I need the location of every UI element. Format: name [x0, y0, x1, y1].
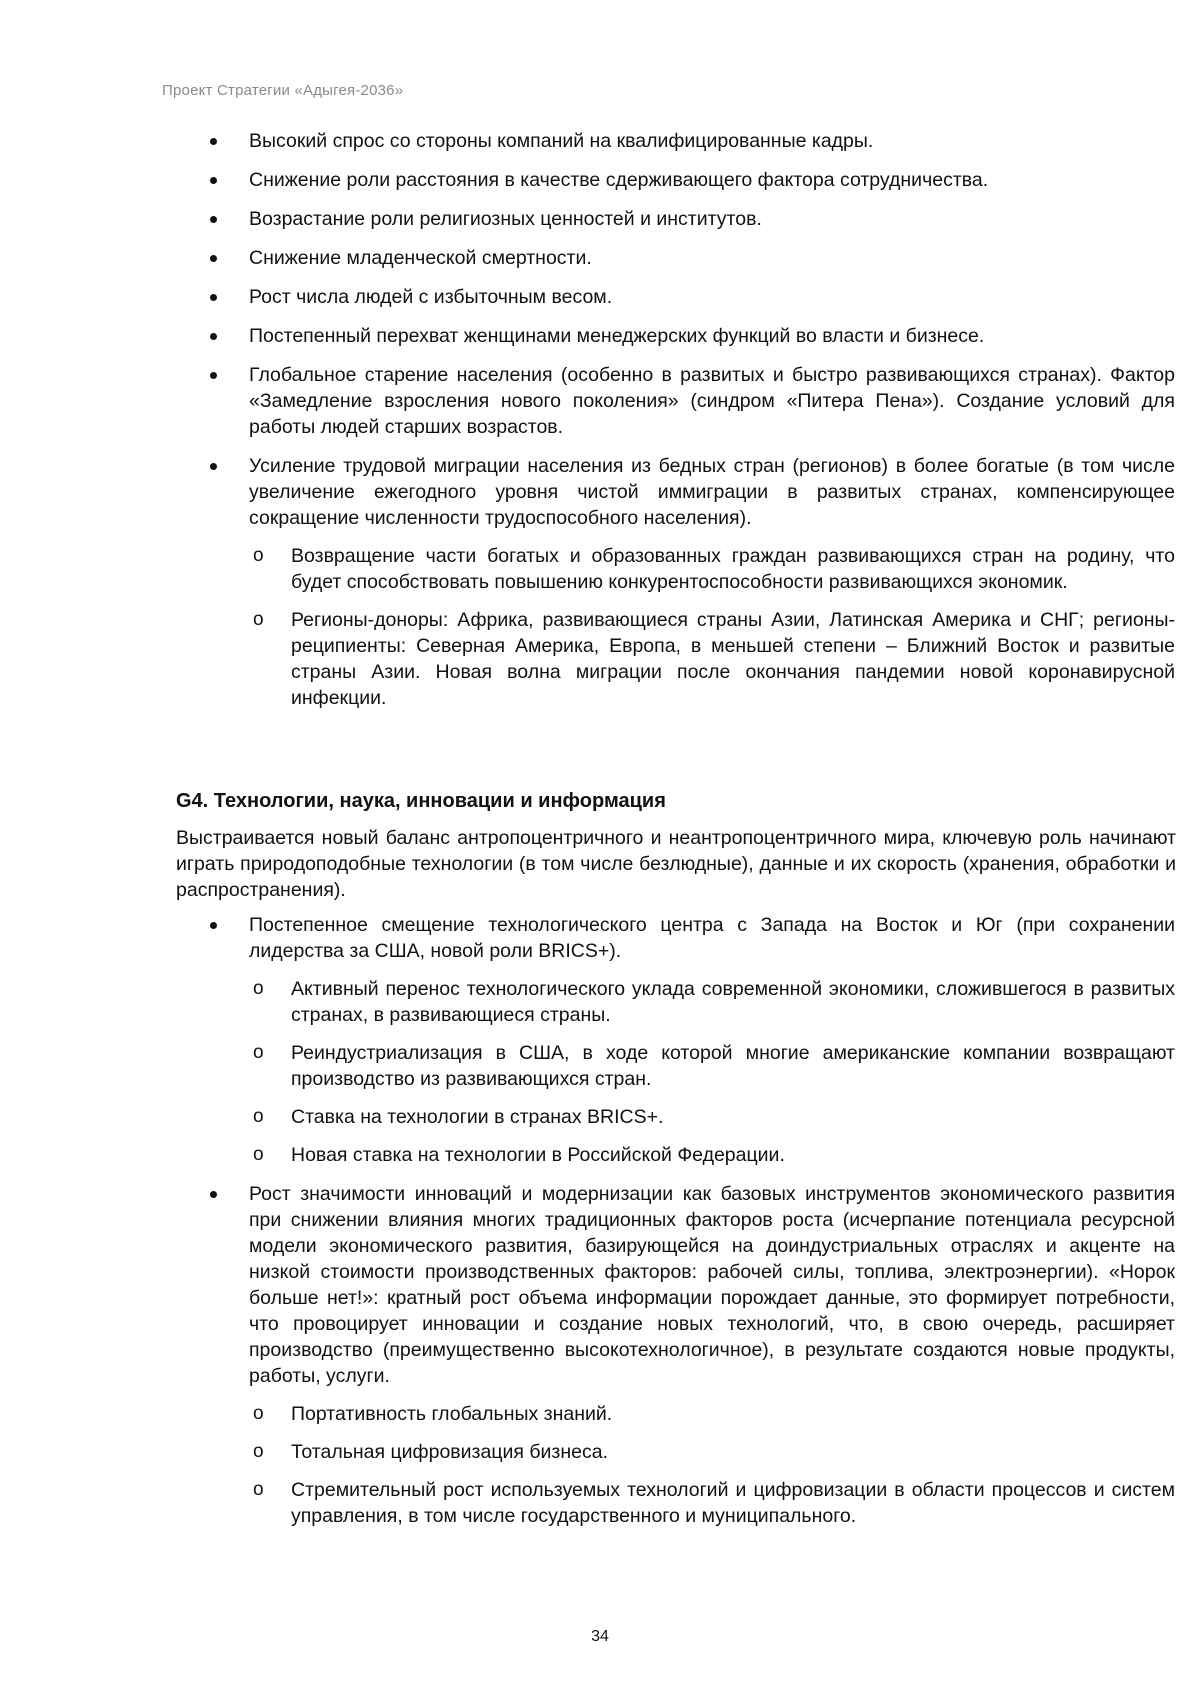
- section-intro-paragraph: Выстраивается новый баланс антропоцентричного и неантропоцентричного мира, ключевую роль начинают играть природоподобные технологии (в том числе безлюдные), данные и их скорость (хранения, обработки и распространения).: [176, 827, 1176, 901]
- sub-list: [249, 976, 1175, 1168]
- section-heading: G4. Технологии, наука, инновации и информация: [176, 790, 666, 812]
- bullet-dot-icon: [210, 922, 217, 929]
- sub-list-item-text: Активный перенос технологического уклада современной экономики, сложившегося в развитых странах, в развивающиеся страны.: [291, 978, 1175, 1026]
- list-item-text: Постепенный перехват женщинами менеджерских функций во власти и бизнесе.: [249, 325, 985, 347]
- list-item: [175, 453, 1175, 711]
- sub-list-item: [249, 1439, 1175, 1465]
- sub-list-item: [249, 607, 1175, 711]
- bullet-circle-icon: o: [253, 1106, 264, 1127]
- sub-list-item: [249, 1104, 1175, 1130]
- bullet-dot-icon: [210, 463, 217, 470]
- running-header: Проект Стратегии «Адыгея-2036»: [162, 82, 404, 99]
- list-item-text: Глобальное старение населения (особенно в развитых и быстро развивающихся странах). Фактор «Замедление взросления нового поколения» (синдром «Питера Пена»). Создание условий для работы людей старших возрастов.: [249, 364, 1175, 438]
- bullet-circle-icon: o: [253, 1144, 264, 1165]
- bullet-circle-icon: o: [253, 1042, 264, 1063]
- list-item: [175, 1181, 1175, 1529]
- list-item: [175, 362, 1175, 440]
- sub-list-item: [249, 1401, 1175, 1427]
- bullet-dot-icon: [210, 1191, 217, 1198]
- sub-list-item: [249, 1477, 1175, 1529]
- list-item: [175, 206, 1175, 232]
- section1-list-container: [175, 128, 1175, 724]
- sub-list-item-text: Портативность глобальных знаний.: [291, 1403, 613, 1425]
- section2-bullet-list: [175, 912, 1175, 1529]
- bullet-circle-icon: o: [253, 545, 264, 566]
- list-item-text: Рост значимости инноваций и модернизации как базовых инструментов экономического развития при снижении влияния многих традиционных факторов роста (исчерпание потенциала ресурсной модели экономического развития, базирующейся на доиндустриальных отраслях и акценте на низкой стоимости производственных факторов: рабочей силы, топлива, электроэнергии). «Норок больше нет!»: кратный рост объема информации порождает данные, это формирует потребности, что провоцирует инновации и создание новых технологий, что, в свою очередь, расширяет производство (преимущественно высокотехнологичное), в результате создаются новые продукты, работы, услуги.: [249, 1183, 1175, 1387]
- list-item: [175, 245, 1175, 271]
- list-item: [175, 167, 1175, 193]
- sub-list: [249, 1401, 1175, 1529]
- sub-list-item-text: Регионы-доноры: Африка, развивающиеся страны Азии, Латинская Америка и СНГ; регионы-реципиенты: Северная Америка, Европа, в меньшей степени – Ближний Восток и развитые страны Азии. Новая волна миграции после окончания пандемии новой коронавирусной инфекции.: [291, 609, 1175, 709]
- bullet-dot-icon: [210, 177, 217, 184]
- sub-list-item-text: Ставка на технологии в странах BRICS+.: [291, 1106, 664, 1128]
- bullet-circle-icon: o: [253, 1479, 264, 1500]
- list-item-text: Усиление трудовой миграции населения из бедных стран (регионов) в более богатые (в том числе увеличение ежегодного уровня чистой иммиграции в развитых странах, компенсирующее сокращение численности трудоспособного населения).: [249, 455, 1175, 529]
- bullet-circle-icon: o: [253, 609, 264, 630]
- bullet-dot-icon: [210, 294, 217, 301]
- list-item-text: Возрастание роли религиозных ценностей и институтов.: [249, 208, 762, 230]
- bullet-circle-icon: o: [253, 978, 264, 999]
- sub-list-item: [249, 543, 1175, 595]
- list-item: [175, 284, 1175, 310]
- bullet-circle-icon: o: [253, 1441, 264, 1462]
- list-item-text: Снижение роли расстояния в качестве сдерживающего фактора сотрудничества.: [249, 169, 989, 191]
- sub-list-item: [249, 1040, 1175, 1092]
- bullet-circle-icon: o: [253, 1403, 264, 1424]
- bullet-dot-icon: [210, 255, 217, 262]
- sub-list-item-text: Реиндустриализация в США, в ходе которой многие американские компании возвращают производство из развивающихся стран.: [291, 1042, 1175, 1090]
- bullet-dot-icon: [210, 216, 217, 223]
- list-item: [175, 912, 1175, 1168]
- bullet-dot-icon: [210, 138, 217, 145]
- section2-list-container: [175, 912, 1175, 1542]
- sub-list-item-text: Стремительный рост используемых технологий и цифровизации в области процессов и систем управления, в том числе государственного и муниципального.: [291, 1479, 1175, 1527]
- page-number: 34: [591, 1628, 609, 1645]
- sub-list-item-text: Возвращение части богатых и образованных граждан развивающихся стран на родину, что будет способствовать повышению конкурентоспособности развивающихся экономик.: [291, 545, 1175, 593]
- list-item: [175, 323, 1175, 349]
- sub-list-item-text: Новая ставка на технологии в Российской Федерации.: [291, 1144, 785, 1166]
- bullet-dot-icon: [210, 333, 217, 340]
- section1-bullet-list: [175, 128, 1175, 711]
- sub-list-item: [249, 1142, 1175, 1168]
- list-item-text: Высокий спрос со стороны компаний на квалифицированные кадры.: [249, 130, 874, 152]
- list-item: [175, 128, 1175, 154]
- sub-list: [249, 543, 1175, 711]
- bullet-dot-icon: [210, 372, 217, 379]
- list-item-text: Снижение младенческой смертности.: [249, 247, 592, 269]
- sub-list-item: [249, 976, 1175, 1028]
- sub-list-item-text: Тотальная цифровизация бизнеса.: [291, 1441, 608, 1463]
- list-item-text: Постепенное смещение технологического центра с Запада на Восток и Юг (при сохранении лидерства за США, новой роли BRICS+).: [249, 914, 1175, 962]
- list-item-text: Рост числа людей с избыточным весом.: [249, 286, 613, 308]
